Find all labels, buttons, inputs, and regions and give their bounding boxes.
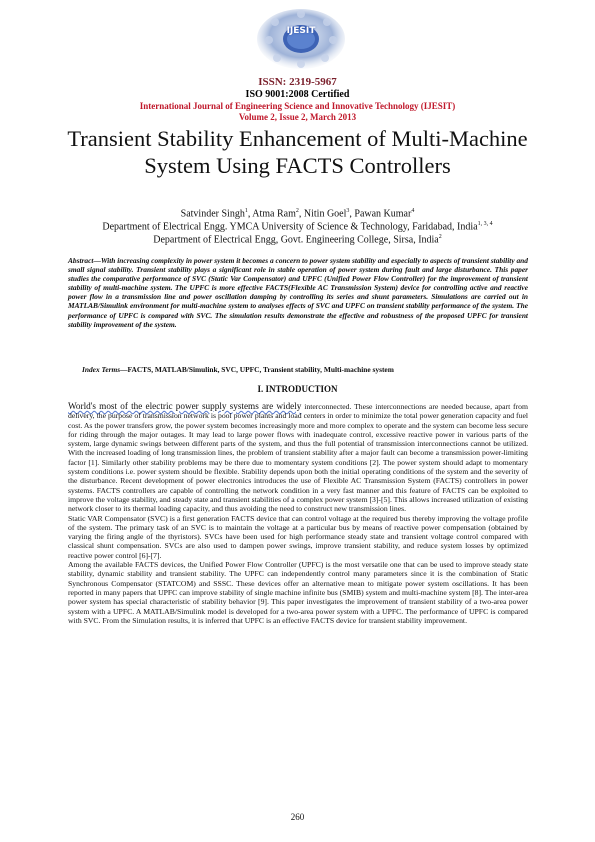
index-terms-text: —FACTS, MATLAB/Simulink, SVC, UPFC, Transient stability, Multi-machine system [120, 365, 394, 374]
iso-certification: ISO 9001:2008 Certified [245, 89, 350, 100]
section-heading: I. INTRODUCTION [257, 384, 338, 394]
author-list: Satvinder Singh$^1$, Atma Ram$^2$, Nitin Goel$^3$, Pawan Kumar$^4$ [180, 208, 415, 220]
author-name: Pawan Kumar [354, 208, 412, 220]
body-text [68, 402, 528, 625]
author-name: Satvinder Singh [180, 208, 245, 220]
abstract [68, 256, 528, 329]
volume-issue: Volume 2, Issue 2, March 2013 [238, 112, 357, 122]
paragraph [68, 402, 528, 514]
affiliation-2-text: Department of Electrical Engg, Govt. Engineering College, Sirsa, India [153, 234, 439, 246]
abstract-label: Abstract [68, 256, 94, 265]
paragraph: Static VAR Compensator (SVC) is a first generation FACTS device that can control voltage at the required bus thereby improving the voltage profile of the system. The primary task of an SVC is to maintain the voltage at a particular bus by means of reactive power compensation (obtained by varying the firing angle of the thyristors). SVCs have been used for high performance steady state and transient voltage control compared with classical shunt compensation. SVCs are also used to dampen power swings, improve transient stability, and reduce system losses by optimized reactive power control [6]-[7]. [68, 513, 528, 560]
affiliation-2 [0, 234, 595, 245]
journal-name: International Journal of Engineering Science and Innovative Technology (IJESIT) [139, 101, 456, 111]
index-terms [82, 365, 532, 374]
author-sup: 4 [411, 208, 415, 214]
paragraph-text: interconnected. These interconnections are needed because, apart from delivery, the purpose of transmission network is pool power plants and load centers in order to minimize the total power generation capacity and fuel cost. As the power transfers grow, the power system becomes increasingly more and more complex to operate and the system can become less secure for riding through the major outages. It may lead to large power flows with inadequate control, excessive reactive power in various parts of the system, large dynamic swings between different parts of the system, and thus the full potential of transmission interconnections cannot be utilized. With the increased loading of long transmission lines, the problem of transient stability after a major fault can become a transmission power-limiting factor [1]. Similarly other stability problems may be there due to momentary system conditions [2]. The power system should adapt to momentary system conditions i.e. power system should be flexible. Stability depends upon both the initial operating conditions of the system and the severity of the disturbance. Recent development of power electronics introduces the use of Flexible AC Transmission System (FACTS) controllers in power systems. FACTS controllers are capable of controlling the network condition in a very fast manner and this feature of FACTS can be exploited to improve the voltage stability, and steady state and transient stabilities of a complex power system [3]-[5]. This allows increased utilization of existing network closer to its thermal loading capacity, and thus avoiding the need to construct new transmission lines. [68, 402, 528, 514]
author-name: Nitin Goel [303, 208, 347, 220]
abstract-text: —With increasing complexity in power system it becomes a concern to power system stability and especially to aspects of transient stability and small signal stability. Transient stability plays a significant role in stable operation of power system during fault and large disturbance. This paper studies the comparative performance of SVC (Static Var Compensator) and UPFC (Unified Power Flow Controller) for the improvement of transient stability of multi-machine system. The UPFC is more effective FACTS(Flexible AC Transmission System) device for controlling active and reactive power flow in a transmission line and power oscillation damping by controlling its series and shunt parameters. Simulations are carried out in MATLAB/Simulink environment for multi-machine system to analyses effects of SVC and UPFC on transient stability performance of the system. The performance of UPFC is compared with SVC. The simulation results demonstrate the effective and robustness of the proposed UPFC for transient stability improvement of the system. [68, 256, 528, 329]
author-sup: 1 [244, 208, 248, 214]
affiliation-1-text: Department of Electrical Engg. YMCA University of Science & Technology, Faridabad, India [102, 221, 478, 233]
author-sup: 2 [295, 208, 299, 214]
affiliation-1 [40, 221, 555, 232]
intro-lead-in: World's most of the electric power supply systems are widely [68, 401, 302, 411]
author-name: Atma Ram [252, 208, 296, 220]
affiliation-1-sup: 1, 3, 4 [477, 221, 493, 227]
author-sup: 3 [346, 208, 350, 214]
paragraph: Among the available FACTS devices, the Unified Power Flow Controller (UPFC) is the most versatile one that can be used to improve steady state stability, dynamic stability and transient stability. The UPFC can independently control many parameters since it is the combination of Static Synchronous Compensator (STATCOM) and SSSC. These devices offer an alternative mean to mitigate power system oscillations. It has been reported in many papers that UPFC can improve stability of single machine infinite bus (SMIB) system and multi-machine system [8]. The inter-area power system has special characteristic of stability behavior [9]. This paper investigates the improvement of transient stability of a two-area power system with a UPFC. A MATLAB/Simulink model is developed for a two-area power system with a UPFC. The performance of UPFC is compared with SVC. From the Simulation results, it is inferred that UPFC is an effective FACTS device for transient stability improvement. [68, 560, 528, 625]
logo-text: IJESIT [286, 26, 316, 36]
index-terms-label: Index Terms [82, 365, 121, 374]
issn: ISSN: 2319-5967 [258, 76, 337, 88]
page-number: 260 [290, 812, 305, 822]
paper-title: Transient Stability Enhancement of Multi-Machine System Using FACTS Controllers [67, 126, 528, 178]
journal-logo-icon [255, 8, 347, 70]
affiliation-2-sup: 2 [438, 234, 442, 240]
